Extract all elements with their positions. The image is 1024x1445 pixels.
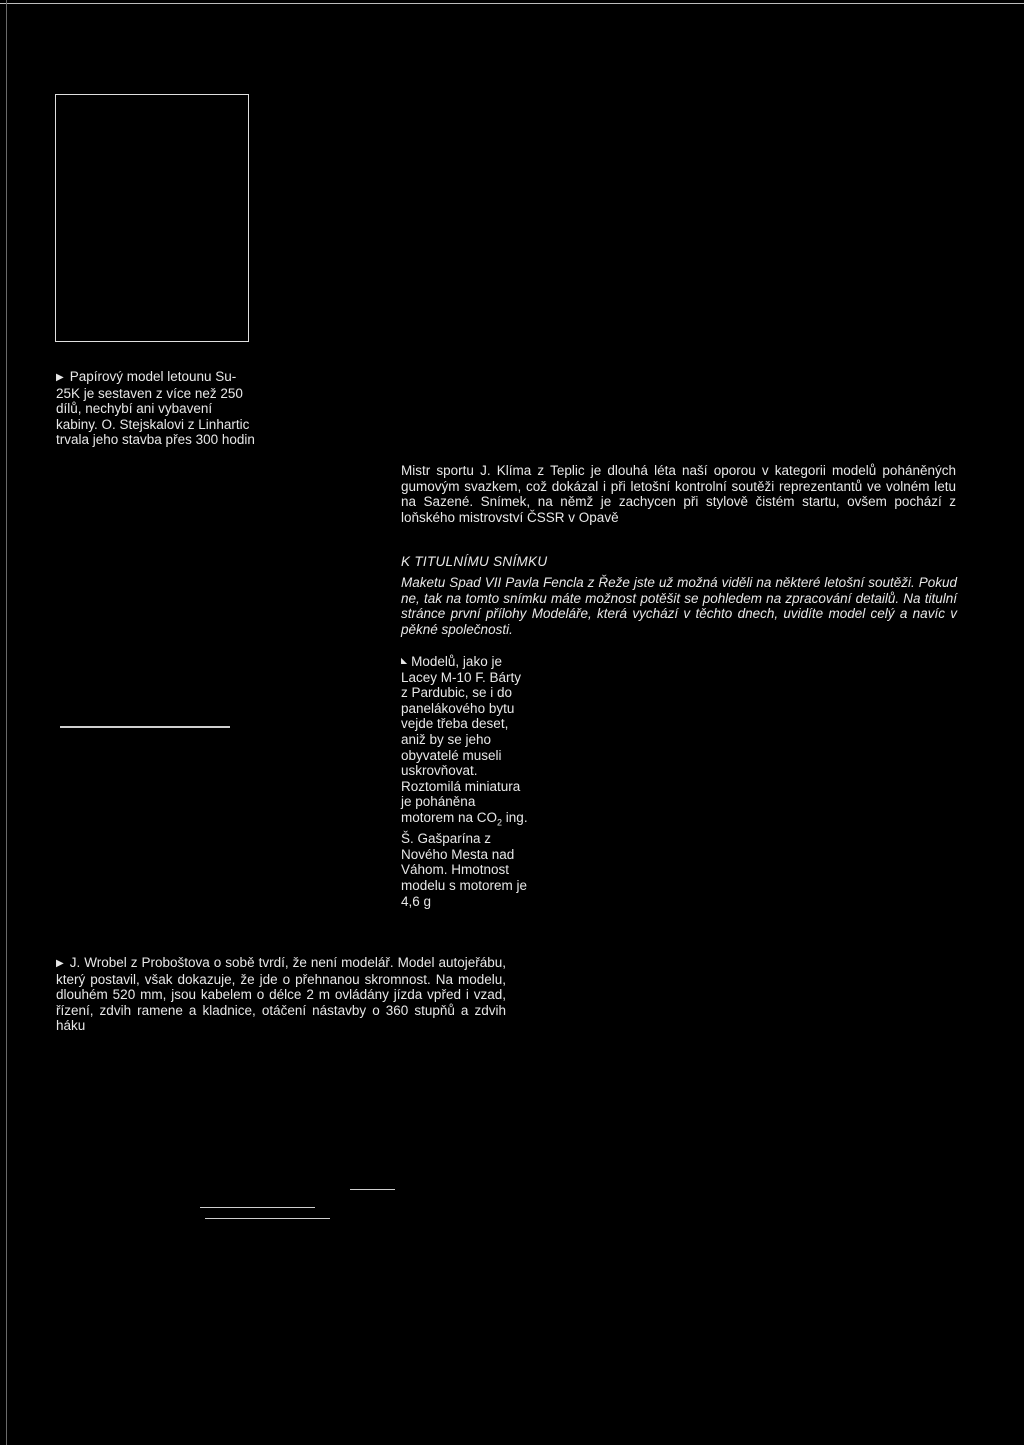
corner-marker-icon: ◣ bbox=[401, 656, 408, 665]
caption-su25-text: Papírový model letounu Su-25K je sestaven z více než 250 dílů, nechybí ani vybavení kabiny. O. Stejskalovi z Linhartic trvala jeho stavba přes 300 hodin bbox=[56, 369, 255, 448]
caption-lacey-text-2: ing. Š. Gašparína z Nového Mesta nad Váhom. Hmotnost modelu s motorem je 4,6 g bbox=[401, 809, 528, 909]
decorative-line bbox=[205, 1218, 330, 1219]
caption-lacey-text-1: Modelů, jako je Lacey M-10 F. Bárty z Pardubic, se i do panelákového bytu vejde třeba deset, aniž by se jeho obyvatelé museli uskrovňovat. Roztomilá miniatura je poháněna motorem na CO bbox=[401, 654, 522, 825]
triangle-marker-icon: ▶ bbox=[56, 372, 64, 383]
decorative-line bbox=[200, 1207, 315, 1208]
caption-wrobel bbox=[56, 955, 506, 1034]
decorative-line bbox=[350, 1189, 395, 1190]
caption-lacey bbox=[401, 653, 529, 909]
titulni-text: Maketu Spad VII Pavla Fencla z Řeže jste už možná viděli na některé letošní soutěži. Pokud ne, tak na tomto snímku máte možnost potěšit se pohledem na zpracování detailů. Na titulní stránce první přílohy Modeláře, která vychází v těchto dnech, uvidíte model celý a navíc v pěkné společnosti. bbox=[401, 575, 957, 637]
photo-frame-su25 bbox=[55, 94, 249, 342]
caption-klima bbox=[401, 463, 956, 525]
titulni-heading: K TITULNÍMU SNÍMKU bbox=[401, 554, 548, 569]
page-left-rule bbox=[6, 0, 7, 1445]
caption-su25 bbox=[56, 369, 256, 448]
triangle-marker-icon: ▶ bbox=[56, 958, 64, 969]
caption-lacey-subscript: 2 bbox=[497, 817, 503, 828]
caption-wrobel-text: J. Wrobel z Proboštova o sobě tvrdí, že není modelář. Model autojeřábu, který postavil, však dokazuje, že jde o přehnanou skromnost. Na modelu, dlouhém 520 mm, jsou kabelem o délce 2 m ovládány jízda vpřed i vzad, řízení, zdvih ramene a kladnice, otáčení nástavby o 360 stupňů a zdvih háku bbox=[56, 955, 506, 1034]
caption-klima-text: Mistr sportu J. Klíma z Teplic je dlouhá léta naší oporou v kategorii modelů poháněných gumovým svazkem, což dokázal i při letošní kontrolní soutěži reprezentantů ve volném letu na Sazené. Snímek, na němž je zachycen při stylově čistém startu, ovšem pochází z loňského mistrovství ČSSR v Opavě bbox=[401, 463, 956, 525]
page-top-rule bbox=[0, 3, 1024, 4]
decorative-line bbox=[60, 726, 230, 728]
